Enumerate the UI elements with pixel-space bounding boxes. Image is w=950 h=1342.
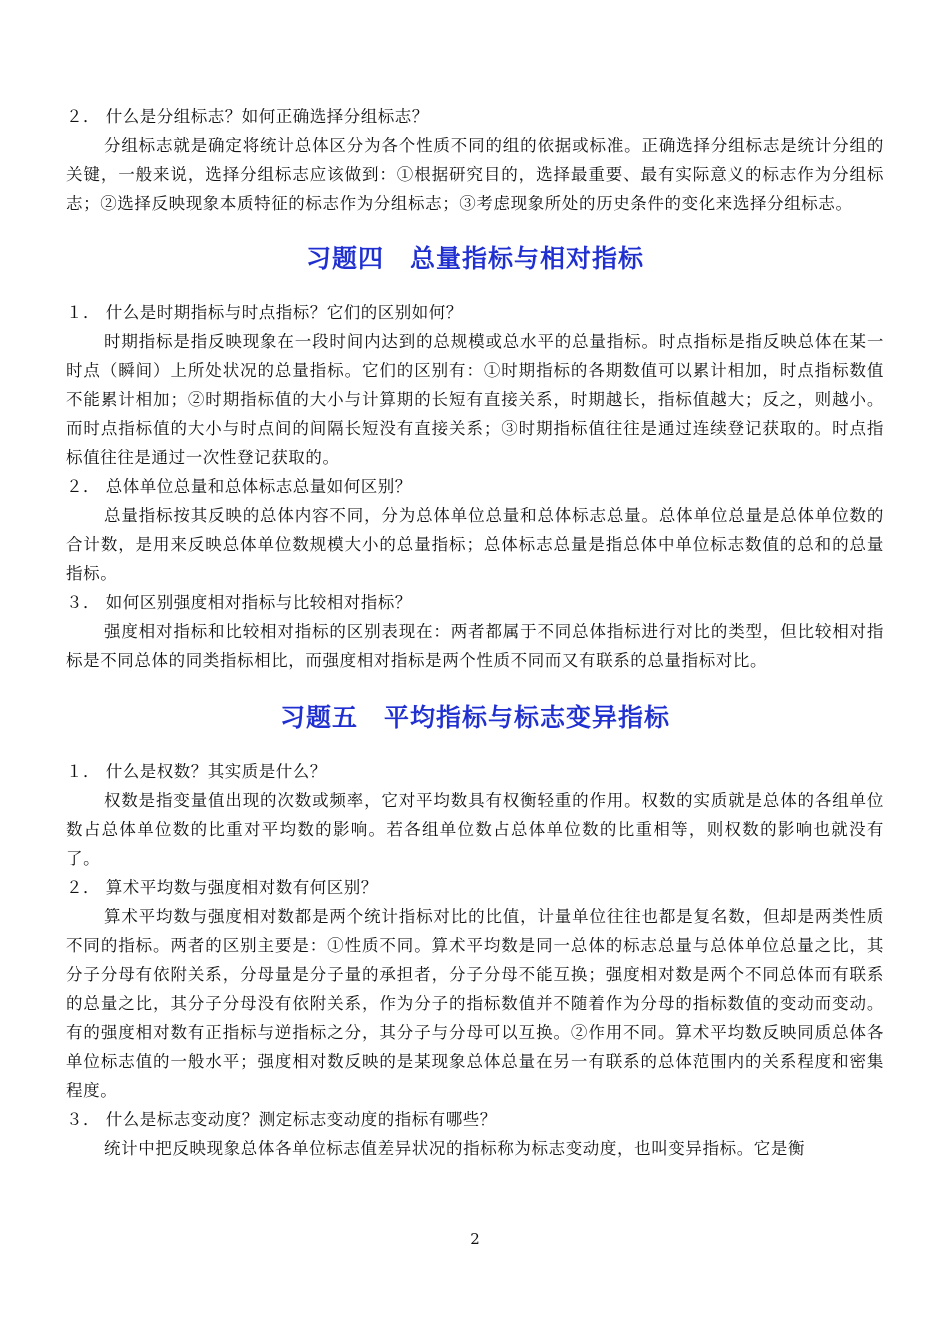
- question-heading: １． 什么是权数？其实质是什么？: [66, 762, 327, 781]
- answer-paragraph: 统计中把反映现象总体各单位标志值差异状况的指标称为标志变动度，也叫变异指标。它是衡: [104, 1139, 806, 1158]
- section-title: 习题五 平均指标与标志变异指标: [279, 703, 670, 732]
- question-heading: ２． 总体单位总量和总体标志总量如何区别？: [66, 477, 412, 496]
- answer-paragraph: 总量指标按其反映的总体内容不同，分为总体单位总量和总体标志总量。总体单位总量是总体单位数的合计数，是用来反映总体单位数规模大小的总量指标；总体标志总量是指总体中单位标志数值的总和的总量指标。: [66, 506, 884, 583]
- page-number: 2: [470, 1230, 480, 1248]
- question-heading: １． 什么是时期指标与时点指标？它们的区别如何？: [66, 303, 463, 322]
- answer-paragraph: 强度相对指标和比较相对指标的区别表现在：两者都属于不同总体指标进行对比的类型，但比较相对指标是不同总体的同类指标相比，而强度相对指标是两个性质不同而又有联系的总量指标对比。: [66, 622, 884, 670]
- section-title: 习题四 总量指标与相对指标: [305, 244, 644, 273]
- answer-paragraph: 算术平均数与强度相对数都是两个统计指标对比的比值，计量单位往往也都是复名数，但却是两类性质不同的指标。两者的区别主要是：①性质不同。算术平均数是同一总体的标志总量与总体单位总量之比，其分子分母有依附关系，分母量是分子量的承担者，分子分母不能互换；强度相对数是两个不同总体而有联系的总量之比，其分子分母没有依附关系，作为分子的指标数值并不随着作为分母的指标数值的变动而变动。有的强度相对数有正指标与逆指标之分，其分子与分母可以互换。②作用不同。算术平均数反映同质总体各单位标志值的一般水平；强度相对数反映的是某现象总体总量在另一有联系的总体范围内的关系程度和密集程度。: [66, 907, 884, 1100]
- answer-paragraph: 权数是指变量值出现的次数或频率，它对平均数具有权衡轻重的作用。权数的实质就是总体的各组单位数占总体单位数的比重对平均数的影响。若各组单位数占总体单位数的比重相等，则权数的影响也就没有了。: [66, 791, 884, 868]
- question-heading: ２． 什么是分组标志？如何正确选择分组标志？: [66, 107, 429, 126]
- question-heading: ３． 如何区别强度相对指标与比较相对指标？: [66, 593, 412, 612]
- question-heading: ３． 什么是标志变动度？测定标志变动度的指标有哪些？: [66, 1110, 497, 1129]
- answer-paragraph: 时期指标是指反映现象在一段时间内达到的总规模或总水平的总量指标。时点指标是指反映总体在某一时点（瞬间）上所处状况的总量指标。它们的区别有：①时期指标的各期数值可以累计相加，时点指标数值不能累计相加；②时期指标值的大小与计算期的长短有直接关系，时期越长，指标值越大；反之，则越小。而时点指标值的大小与时点间的间隔长短没有直接关系；③时期指标值往往是通过连续登记获取的。时点指标值往往是通过一次性登记获取的。: [66, 332, 884, 467]
- document-page: [66, 102, 884, 1163]
- question-heading: ２． 算术平均数与强度相对数有何区别？: [66, 878, 378, 897]
- answer-paragraph: 分组标志就是确定将统计总体区分为各个性质不同的组的依据或标准。正确选择分组标志是统计分组的关键，一般来说，选择分组标志应该做到：①根据研究目的，选择最重要、最有实际意义的标志作为分组标志；②选择反映现象本质特征的标志作为分组标志；③考虑现象所处的历史条件的变化来选择分组标志。: [66, 136, 884, 213]
